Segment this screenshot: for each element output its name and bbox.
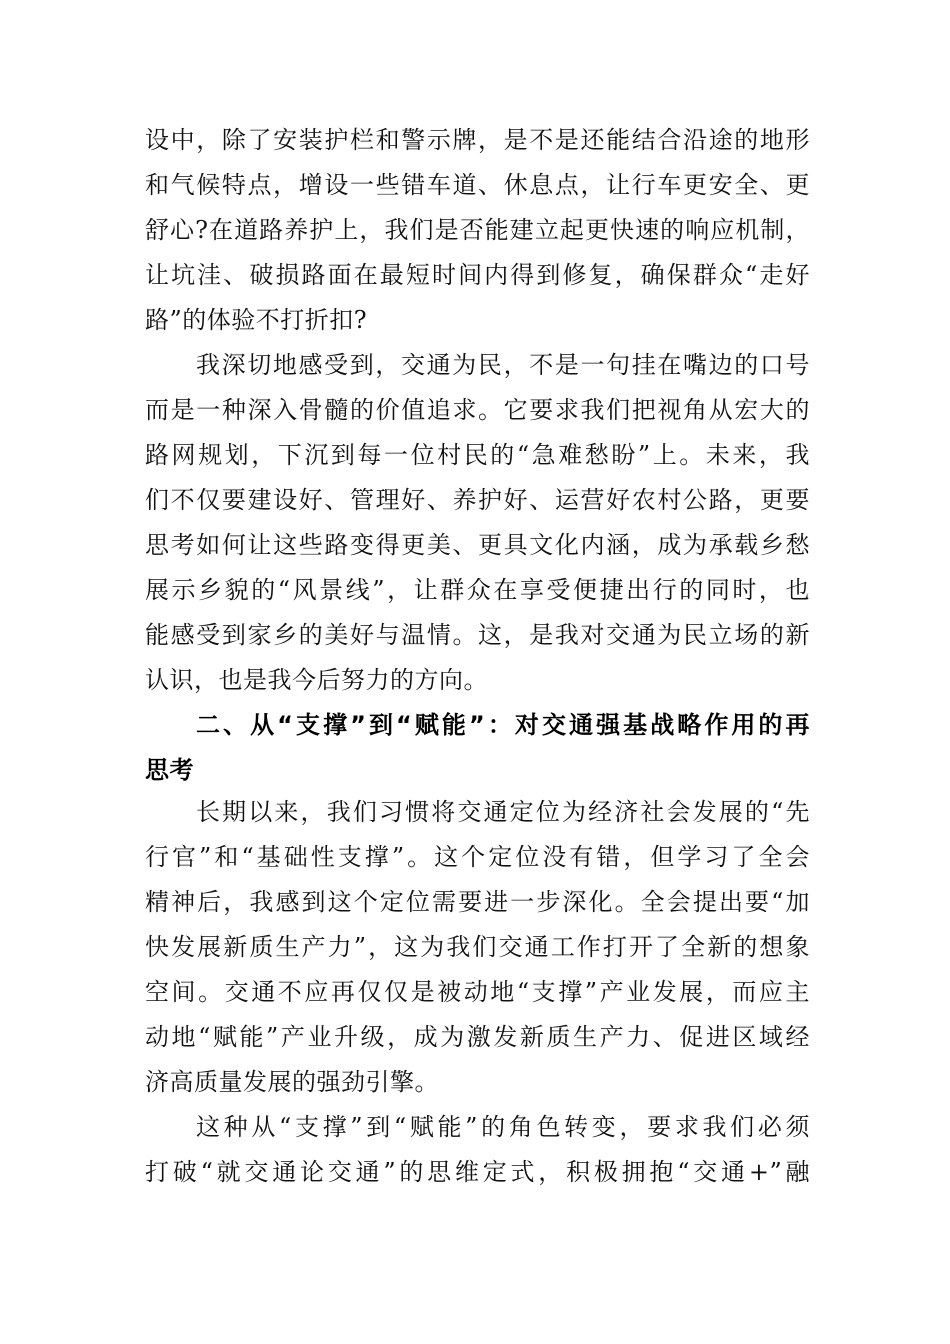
paragraph-line: 打破“就交通论交通”的思维定式，积极拥抱“交通+”融: [145, 1158, 810, 1186]
paragraph-line: 们不仅要建设好、管理好、养护好、运营好农村公路，更要: [145, 486, 810, 514]
paragraph-line: 精神后，我感到这个定位需要进一步深化。全会提出要“加: [145, 888, 810, 916]
paragraph-line: 和气候特点，增设一些错车道、休息点，让行车更安全、更: [145, 171, 810, 199]
section-heading: 思考: [145, 756, 194, 784]
paragraph-line: 快发展新质生产力”，这为我们交通工作打开了全新的想象: [145, 933, 810, 961]
paragraph-line: 认识，也是我今后努力的方向。: [145, 666, 488, 694]
paragraph-line: 这种从“支撑”到“赋能”的角色转变，要求我们必须: [196, 1113, 810, 1141]
paragraph-line: 我深切地感受到，交通为民，不是一句挂在嘴边的口号: [196, 351, 810, 379]
paragraph-line: 长期以来，我们习惯将交通定位为经济社会发展的“先: [196, 798, 810, 826]
paragraph-line: 路网规划，下沉到每一位村民的“急难愁盼”上。未来，我: [145, 441, 810, 469]
paragraph-line: 能感受到家乡的美好与温情。这，是我对交通为民立场的新: [145, 621, 810, 649]
paragraph-line: 路”的体验不打折扣?: [145, 306, 368, 334]
paragraph-line: 舒心?在道路养护上，我们是否能建立起更快速的响应机制，: [145, 216, 810, 244]
paragraph-line: 展示乡貌的“风景线”，让群众在享受便捷出行的同时，也: [145, 576, 810, 604]
section-heading: 二、从“支撑”到“赋能”：对交通强基战略作用的再: [196, 711, 810, 739]
paragraph-line: 空间。交通不应再仅仅是被动地“支撑”产业发展，而应主: [145, 978, 810, 1006]
paragraph-line: 济高质量发展的强劲引擎。: [145, 1068, 439, 1096]
paragraph-line: 而是一种深入骨髓的价值追求。它要求我们把视角从宏大的: [145, 396, 810, 424]
paragraph-line: 让坑洼、破损路面在最短时间内得到修复，确保群众“走好: [145, 261, 810, 289]
paragraph-line: 动地“赋能”产业升级，成为激发新质生产力、促进区域经: [145, 1023, 810, 1051]
paragraph-line: 行官”和“基础性支撑”。这个定位没有错，但学习了全会: [145, 843, 810, 871]
paragraph-line: 思考如何让这些路变得更美、更具文化内涵，成为承载乡愁: [145, 531, 810, 559]
paragraph-line: 设中，除了安装护栏和警示牌，是不是还能结合沿途的地形: [145, 126, 810, 154]
